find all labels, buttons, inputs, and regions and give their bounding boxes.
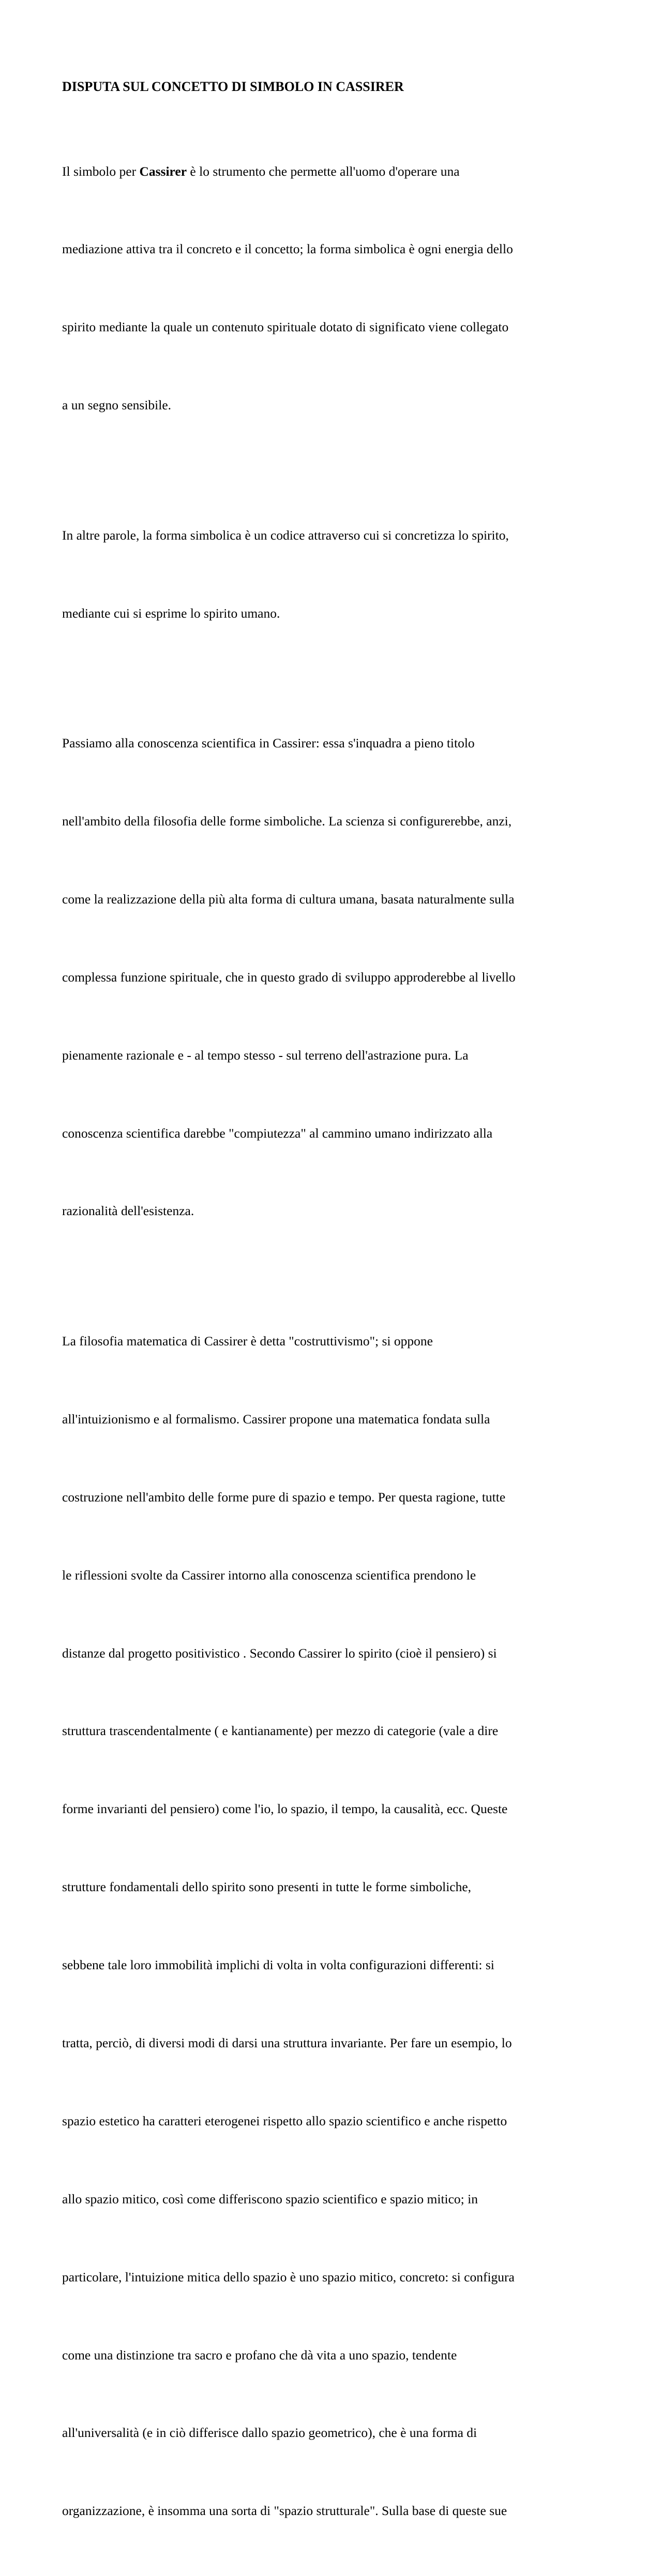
paragraph-4-line-4: le riflessioni svolte da Cassirer intorno alla conoscenza scientifica prendono le xyxy=(62,1567,476,1583)
paragraph-4-line-10: tratta, perciò, di diversi modi di darsi una struttura invariante. Per fare un esempio, lo xyxy=(62,2035,512,2050)
cassirer-bold-name: Cassirer xyxy=(139,163,187,179)
paragraph-4-line-7: forme invarianti del pensiero) come l'io, lo spazio, il tempo, la causalità, ecc. Queste xyxy=(62,1801,508,1817)
document-title: DISPUTA SUL CONCETTO DI SIMBOLO IN CASSIRER xyxy=(62,79,404,94)
paragraph-4-line-8: strutture fondamentali dello spirito sono presenti in tutte le forme simboliche, xyxy=(62,1879,472,1895)
paragraph-1-line-1-rest: è lo strumento che permette all'uomo d'operare una xyxy=(187,163,460,179)
paragraph-4-line-13: particolare, l'intuizione mitica dello spazio è uno spazio mitico, concreto: si configura xyxy=(62,2269,515,2284)
paragraph-4-line-15: all'universalità (e in ciò differisce dallo spazio geometrico), che è una forma di xyxy=(62,2425,477,2441)
paragraph-1 xyxy=(62,106,605,470)
paragraph-3-line-6: conoscenza scientifica darebbe "compiutezza" al cammino umano indirizzato alla xyxy=(62,1125,493,1141)
paragraph-3-line-7: razionalità dell'esistenza. xyxy=(62,1203,194,1219)
paragraph-1-line-3: spirito mediante la quale un contenuto spirituale dotato di significato viene collegato xyxy=(62,319,509,335)
paragraph-4-line-16: organizzazione, è insomma una sorta di "spazio strutturale". Sulla base di queste sue xyxy=(62,2503,507,2519)
paragraph-3-line-4: complessa funzione spirituale, che in questo grado di sviluppo approderebbe al livello xyxy=(62,969,516,985)
paragraph-4-line-6: struttura trascendentalmente ( e kantianamente) per mezzo di categorie (vale a dire xyxy=(62,1723,499,1739)
paragraph-4-line-1: La filosofia matematica di Cassirer è detta "costruttivismo"; si oppone xyxy=(62,1333,433,1348)
paragraph-4-line-14: come una distinzione tra sacro e profano che dà vita a uno spazio, tendente xyxy=(62,2347,457,2363)
paragraph-4-line-11: spazio estetico ha caratteri eterogenei rispetto allo spazio scientifico e anche rispetto xyxy=(62,2113,507,2128)
paragraph-2 xyxy=(62,470,605,678)
paragraph-1-line-1 xyxy=(62,159,605,185)
paragraph-2-line-1: In altre parole, la forma simbolica è un codice attraverso cui si concretizza lo spirito, xyxy=(62,527,509,543)
paragraph-4-line-3: costruzione nell'ambito delle forme pure di spazio e tempo. Per questa ragione, tutte xyxy=(62,1489,506,1505)
paragraph-1-lead-text: Il simbolo per xyxy=(62,163,140,179)
paragraph-4-line-9: sebbene tale loro immobilità implichi di volta in volta configurazioni differenti: si xyxy=(62,1957,494,1973)
paragraph-3-line-3: come la realizzazione della più alta forma di cultura umana, basata naturalmente sulla xyxy=(62,891,515,907)
paragraph-3-line-2: nell'ambito della filosofia delle forme simboliche. La scienza si configurerebbe, anzi, xyxy=(62,814,512,829)
paragraph-1-line-2: mediazione attiva tra il concreto e il concetto; la forma simbolica è ogni energia dello xyxy=(62,241,513,257)
paragraph-3 xyxy=(62,679,605,1277)
document-content xyxy=(62,78,605,2576)
paragraph-3-line-1: Passiamo alla conoscenza scientifica in Cassirer: essa s'inquadra a pieno titolo xyxy=(62,735,475,751)
paragraph-4-line-2: all'intuizionismo e al formalismo. Cassirer propone una matematica fondata sulla xyxy=(62,1411,490,1427)
paragraph-1-line-4: a un segno sensibile. xyxy=(62,397,172,413)
paragraph-4-line-12: allo spazio mitico, così come differiscono spazio scientifico e spazio mitico; in xyxy=(62,2191,478,2206)
paragraph-4-line-5: distanze dal progetto positivistico . Secondo Cassirer lo spirito (cioè il pensiero) si xyxy=(62,1645,497,1661)
paragraph-3-line-5: pienamente razionale e - al tempo stesso - sul terreno dell'astrazione pura. La xyxy=(62,1047,469,1063)
paragraph-2-line-2: mediante cui si esprime lo spirito umano. xyxy=(62,605,280,621)
paragraph-4 xyxy=(62,1276,605,2576)
